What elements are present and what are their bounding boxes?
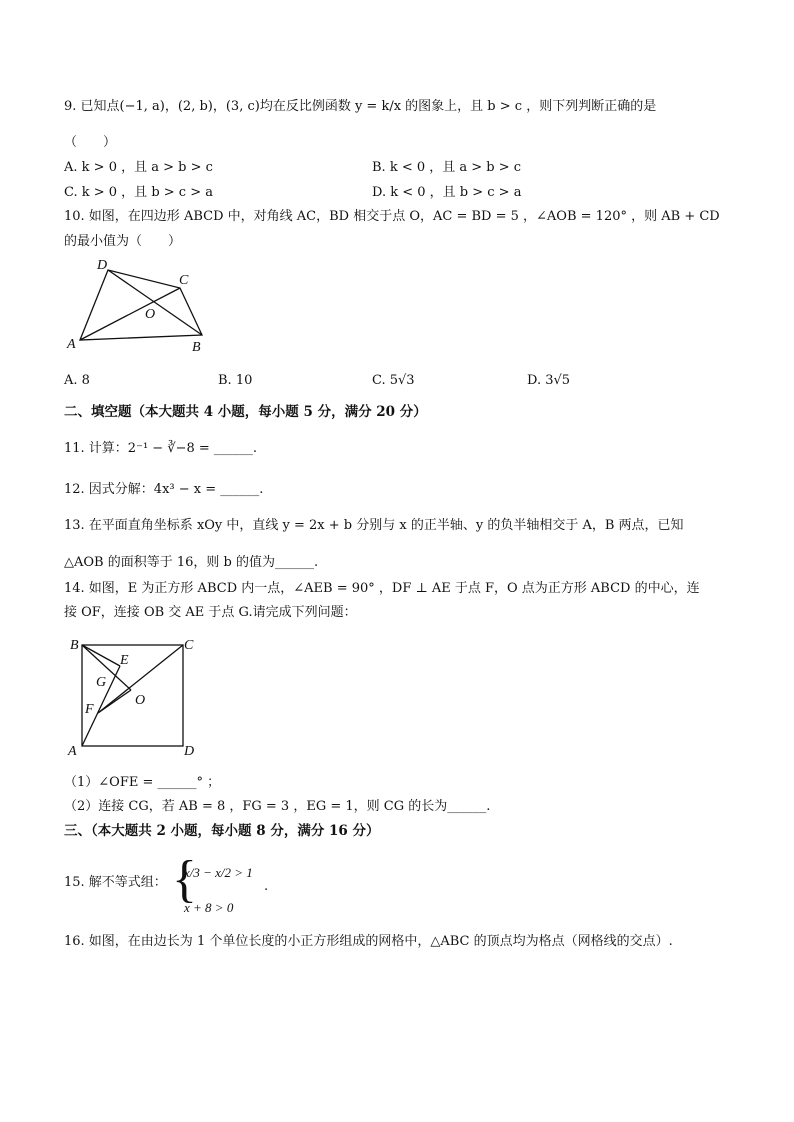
label-e: E (120, 653, 129, 668)
label-d: D (97, 258, 108, 273)
q15-inequality-2: x + 8 > 0 (184, 900, 234, 915)
label-o: O (135, 693, 146, 708)
q16: 16. 如图，在由边长为 1 个单位长度的小正方形组成的网格中，△ABC 的顶点均为格点（网格线的交点）. (64, 934, 673, 949)
q15-brace: { (172, 851, 197, 908)
square-abcd (82, 645, 183, 746)
section-2-heading: 二、填空题（本大题共 4 小题，每小题 5 分，满分 20 分） (64, 404, 427, 420)
q9-option-b: B. k < 0 ，且 a > b > c (372, 160, 522, 175)
label-c: C (179, 273, 189, 288)
section-3-heading: 三、（本大题共 2 小题，每小题 8 分，满分 16 分） (64, 823, 380, 839)
label-a: A (67, 337, 76, 352)
q15-inequality-1: x/3 − x/2 > 1 (184, 865, 253, 880)
q10-option-d: D. 3√5 (527, 373, 571, 388)
q10-option-a: A. 8 (64, 373, 90, 388)
label-a: A (68, 744, 77, 759)
q10-option-c: C. 5√3 (372, 373, 415, 388)
q13-line2: △AOB 的面积等于 16，则 b 的值为______. (64, 555, 319, 570)
q15-prefix: 15. 解不等式组： (64, 875, 167, 890)
q9-line1: 9. 已知点(−1, a)，(2, b)，(3, c)均在反比例函数 y = k/x 的图象上，且 b > c ，则下列判断正确的是 (64, 99, 657, 114)
label-d: D (184, 744, 195, 759)
label-c: C (184, 638, 194, 653)
q13-line1: 13. 在平面直角坐标系 xOy 中，直线 y = 2x + b 分别与 x 的正半轴、y 的负半轴相交于 A，B 两点，已知 (64, 518, 684, 533)
q14-square-figure (62, 634, 202, 760)
q14-part2: （2）连接 CG，若 AB = 8 ，FG = 3 ，EG = 1，则 CG 的长为______. (64, 799, 491, 814)
q10-line2: 的最小值为（ ） (64, 234, 182, 249)
q14-line2: 接 OF，连接 OB 交 AE 于点 G.请完成下列问题： (64, 605, 357, 620)
label-b: B (70, 638, 79, 653)
q10-option-b: B. 10 (218, 373, 253, 388)
q9-option-d: D. k < 0 ，且 b > c > a (372, 185, 522, 200)
q10-quadrilateral-figure (62, 252, 222, 356)
q14-part1: （1）∠OFE = ______° ； (64, 775, 221, 790)
q11: 11. 计算：2⁻¹ − ∛−8 = ______. (64, 441, 258, 456)
label-b: B (192, 340, 201, 355)
q9-answer-paren: （ ） (64, 135, 117, 150)
q9-option-c: C. k > 0 ，且 b > c > a (64, 185, 213, 200)
label-o: O (145, 307, 156, 322)
q14-line1: 14. 如图，E 为正方形 ABCD 内一点，∠AEB = 90° ，DF ⊥ AE 于点 F，O 点为正方形 ABCD 的中心，连 (64, 581, 700, 596)
q12: 12. 因式分解：4x³ − x = ______. (64, 482, 264, 497)
label-g: G (96, 675, 107, 690)
label-f: F (85, 702, 94, 717)
q10-line1: 10. 如图，在四边形 ABCD 中，对角线 AC，BD 相交于点 O，AC = BD = 5 ，∠AOB = 120° ，则 AB + CD (64, 209, 720, 224)
q9-option-a: A. k > 0 ，且 a > b > c (64, 160, 213, 175)
diagonal-ac (80, 288, 180, 340)
q15-suffix: . (264, 879, 269, 894)
